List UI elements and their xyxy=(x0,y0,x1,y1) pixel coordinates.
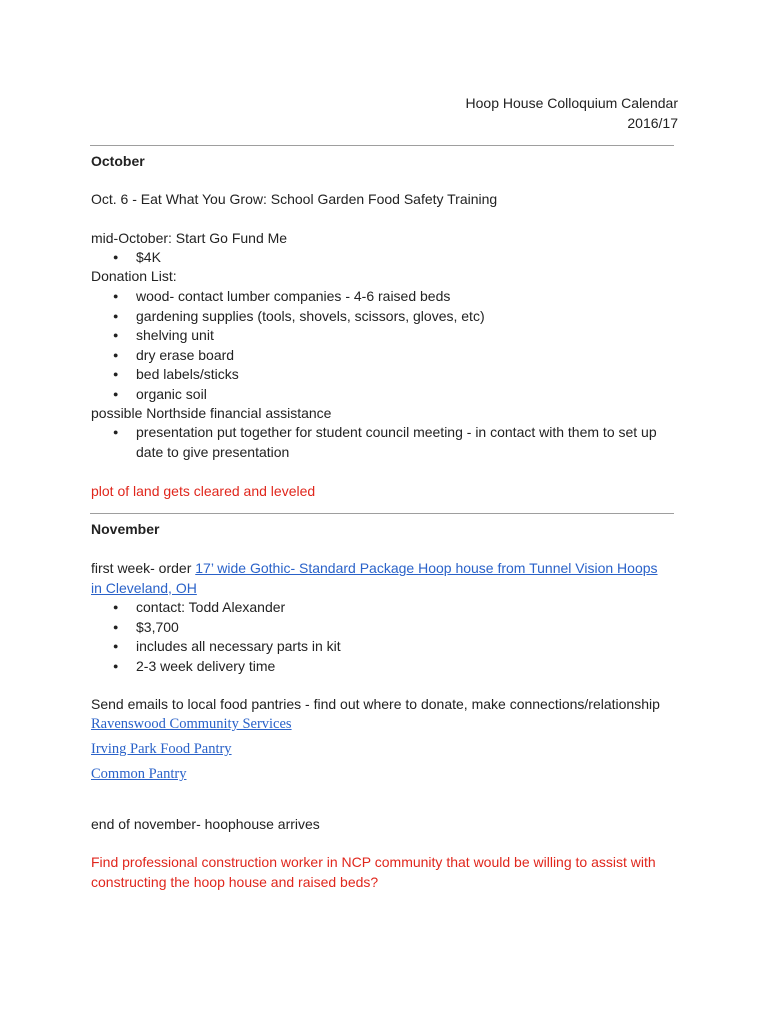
list-item: ● 2-3 week delivery time xyxy=(91,657,341,677)
irving-park-link[interactable]: Irving Park Food Pantry xyxy=(91,741,232,757)
list-item: ● includes all necessary parts in kit xyxy=(91,637,341,657)
order-line xyxy=(91,559,671,598)
land-clearing-note: plot of land gets cleared and leveled xyxy=(91,483,316,499)
list-item: ● wood- contact lumber companies - 4-6 raised beds xyxy=(91,287,485,307)
document-title: Hoop House Colloquium Calendar xyxy=(465,95,678,111)
section-divider xyxy=(90,145,674,146)
pantry-link-row xyxy=(91,764,186,785)
gofundme-line: mid-October: Start Go Fund Me xyxy=(91,230,288,246)
list-item: ● organic soil xyxy=(91,385,485,405)
october-event: Oct. 6 - Eat What You Grow: School Garden Food Safety Training xyxy=(91,191,498,207)
list-item: ● gardening supplies (tools, shovels, scissors, gloves, etc) xyxy=(91,307,485,327)
pantry-link-row xyxy=(91,714,292,735)
common-pantry-link[interactable]: Common Pantry xyxy=(91,766,187,782)
hoop-house-product-link[interactable]: 17’ wide Gothic- Standard Package Hoop house from Tunnel Vision Hoops in Cleveland, OH xyxy=(91,560,658,596)
list-item: ● $3,700 xyxy=(91,618,341,638)
section-divider xyxy=(90,513,674,514)
assistance-label: possible Northside financial assistance xyxy=(91,405,332,421)
list-item: ● dry erase board xyxy=(91,346,485,366)
section-heading-november: November xyxy=(91,521,160,537)
list-item: ● bed labels/sticks xyxy=(91,365,485,385)
list-item: ● $4K xyxy=(91,248,161,268)
assistance-list xyxy=(91,423,661,462)
section-heading-october: October xyxy=(91,153,145,169)
gofundme-list xyxy=(91,248,161,268)
list-item: ● contact: Todd Alexander xyxy=(91,598,341,618)
ravenswood-link[interactable]: Ravenswood Community Services xyxy=(91,716,292,732)
pantry-link-row xyxy=(91,739,232,760)
order-prefix: first week- order xyxy=(91,560,196,576)
list-item: ● shelving unit xyxy=(91,326,485,346)
food-pantries-note: Send emails to local food pantries - find out where to donate, make connections/relationship xyxy=(91,696,660,712)
order-details-list xyxy=(91,598,341,676)
hoophouse-arrival: end of november- hoophouse arrives xyxy=(91,816,320,832)
donation-list xyxy=(91,287,485,404)
document-year: 2016/17 xyxy=(627,114,678,131)
construction-worker-note: Find professional construction worker in NCP community that would be willing to assist with constructing the hoop house and raised beds? xyxy=(91,854,656,890)
list-item: ● presentation put together for student council meeting - in contact with them to set up date to give presentation xyxy=(91,423,661,462)
donation-list-label: Donation List: xyxy=(91,268,177,284)
document-header xyxy=(466,94,678,133)
